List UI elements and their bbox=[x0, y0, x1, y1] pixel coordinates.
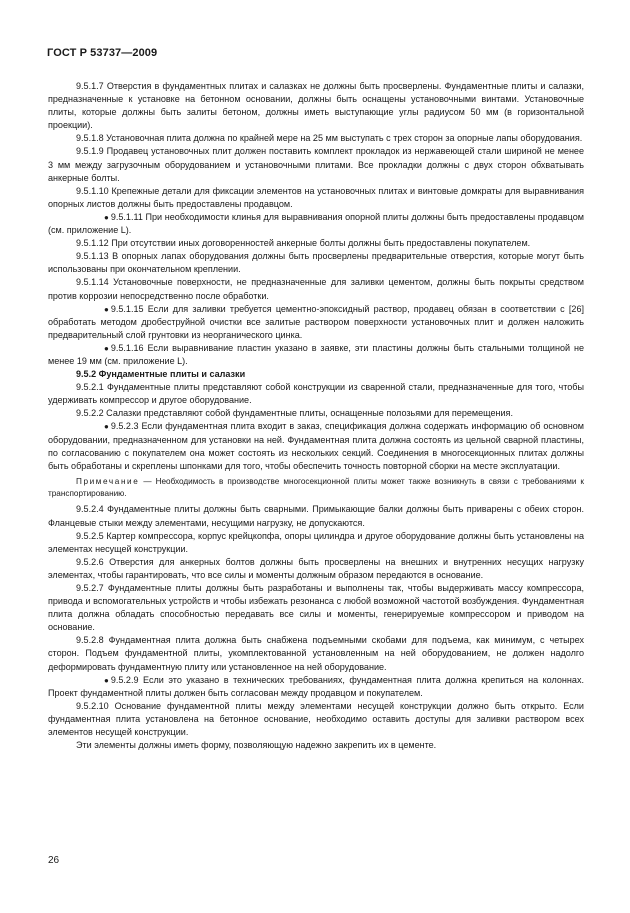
clause-9-5-2-6: 9.5.2.6 Отверстия для анкерных болтов должны быть просверлены на внешних и внутренних несущих нагрузку элементах, чтобы гарантировать, что все силы и моменты должным образом передаются в основание. bbox=[48, 556, 584, 580]
bullet-icon: ● bbox=[104, 343, 109, 353]
clause-9-5-1-9: 9.5.1.9 Продавец установочных плит должен поставить комплект прокладок из нержавеющей стали шириной не менее 3 мм между загрузочным оборудованием и установочными плитами. Все прокладки должны с двух сторон обхватывать анкерные болты. bbox=[48, 146, 584, 183]
clause-9-5-1-11: ● 9.5.1.11 При необходимости клинья для выравнивания опорной плиты должны быть предоставлены продавцом (см. приложение L). bbox=[48, 211, 584, 236]
clause-9-5-1-12: 9.5.1.12 При отсутствии иных договоренностей анкерные болты должны быть предоставлены покупателем. bbox=[76, 238, 531, 249]
clause-9-5-1-15: ● 9.5.1.15 Если для заливки требуется цементно-эпоксидный раствор, продавец обязан в соответствии с [26] обработать методом дробеструйной очистки все залитые раствором поверхности установочных плит и должен наложить предварительный слой грунтовки из неорганического цинка. bbox=[48, 303, 584, 340]
note-label: Примечание bbox=[76, 476, 140, 486]
standard-header: ГОСТ Р 53737—2009 bbox=[47, 47, 158, 59]
clause-9-5-2-5: 9.5.2.5 Картер компрессора, корпус крейцкопфа, опоры цилиндра и другое оборудование должны быть установлены на элементах несущей конструкции. bbox=[48, 530, 584, 554]
clause-9-5-1-13: 9.5.1.13 В опорных лапах оборудования должны быть просверлены предварительные отверстия, которые могут быть использованы при окончательном креплении. bbox=[48, 251, 584, 275]
bullet-icon: ● bbox=[104, 422, 109, 432]
section-heading-9-5-2: 9.5.2 Фундаментные плиты и салазки bbox=[76, 369, 246, 380]
clause-9-5-2-8: 9.5.2.8 Фундаментная плита должна быть снабжена подъемными скобами для подъема, как минимум, с четырех сторон. Подъем фундаментной плиты, укомплектованной установленным на ней оборудованием, не должен надолго деформировать фундаментную плиту или установленное на ней оборудование. bbox=[48, 635, 584, 672]
clause-9-5-2-7: 9.5.2.7 Фундаментные плиты должны быть разработаны и выполнены так, чтобы выдерживать массу компрессора, привода и вспомогательных устройств и чтобы избежать резонанса с любой возможной частотой возбуждения. Фундаментная плита должна обладать способностью передавать все силы и моменты, генерируемые компрессором и приводом на основание. bbox=[48, 582, 584, 633]
clause-9-5-2-4: 9.5.2.4 Фундаментные плиты должны быть сварными. Примыкающие балки должны быть приварены с обеих сторон. Фланцевые стыки между элементами, несущими нагрузку, не допускаются. bbox=[48, 504, 584, 528]
clause-9-5-2-10-continuation: Эти элементы должны иметь форму, позволяющую надежно закрепить их в цементе. bbox=[76, 740, 437, 751]
clause-9-5-1-16: ● 9.5.1.16 Если выравнивание пластин указано в заявке, эти пластины должны быть стальными толщиной не менее 19 мм (см. приложение L). bbox=[48, 342, 584, 366]
clause-9-5-2-2: 9.5.2.2 Салазки представляют собой фундаментные плиты, оснащенные полозьями для перемещения. bbox=[76, 408, 513, 419]
clause-9-5-2-3: ● 9.5.2.3 Если фундаментная плита входит в заказ, спецификация должна содержать информацию об основном оборудовании, предназначенном для установки на ней. Фундаментная плита должна состоять из цельной сварной пластины, по согласованию с покупателем она может состоять из нескольких секций. Соединения в многосекционных плитах должны быть обработаны и скреплены шпонками для того, чтобы обеспечить точность повторной сборки на месте эксплуатации. bbox=[48, 421, 584, 471]
clause-9-5-2-9: ● 9.5.2.9 Если это указано в технических требованиях, фундаментная плита должна крепиться на колоннах. Проект фундаментной плиты должен быть согласован между продавцом и покупателем. bbox=[48, 674, 584, 698]
clause-9-5-1-10: 9.5.1.10 Крепежные детали для фиксации элементов на установочных плитах и винтовые домкраты для выравнивания опорных листов должны быть предоставлены продавцом. bbox=[48, 185, 584, 209]
clause-9-5-2-10: 9.5.2.10 Основание фундаментной плиты между элементами несущей конструкции должно быть открыто. Если фундаментная плита установлена на бетонное основание, необходимо оставить доступы для заливки раствором всех элементов несущей конструкции. bbox=[48, 700, 584, 737]
page-number: 26 bbox=[48, 855, 60, 866]
clause-9-5-1-8: 9.5.1.8 Установочная плита должна по крайней мере на 25 мм выступать с трех сторон за опорные лапы оборудования. bbox=[76, 133, 583, 144]
bullet-icon: ● bbox=[104, 675, 109, 685]
bullet-icon: ● bbox=[104, 212, 109, 222]
clause-9-5-1-7: 9.5.1.7 Отверстия в фундаментных плитах и салазках не должны быть просверлены. Фундаментные плиты и салазки, предназначенные к установке на бетонном основании, должны быть оснащены установочными винтами. Установочные плиты, которые должны быть залиты бетоном, должны иметь выступающие углы радиусом 50 мм (в горизонтальной проекции). bbox=[48, 81, 584, 131]
bullet-icon: ● bbox=[104, 304, 109, 314]
clause-9-5-1-14: 9.5.1.14 Установочные поверхности, не предназначенные для заливки цементом, должны быть покрыты средством против коррозии непосредственно после обработки. bbox=[48, 277, 584, 301]
clause-9-5-2-1: 9.5.2.1 Фундаментные плиты представляют собой конструкции из сваренной стали, предназначенные для того, чтобы удерживать компрессор и другое оборудование. bbox=[48, 382, 584, 406]
document-body bbox=[48, 80, 584, 752]
note: Примечание — Необходимость в производстве многосекционной плиты может также возникнуть в связи с требованиями к транспортированию. bbox=[48, 476, 584, 499]
